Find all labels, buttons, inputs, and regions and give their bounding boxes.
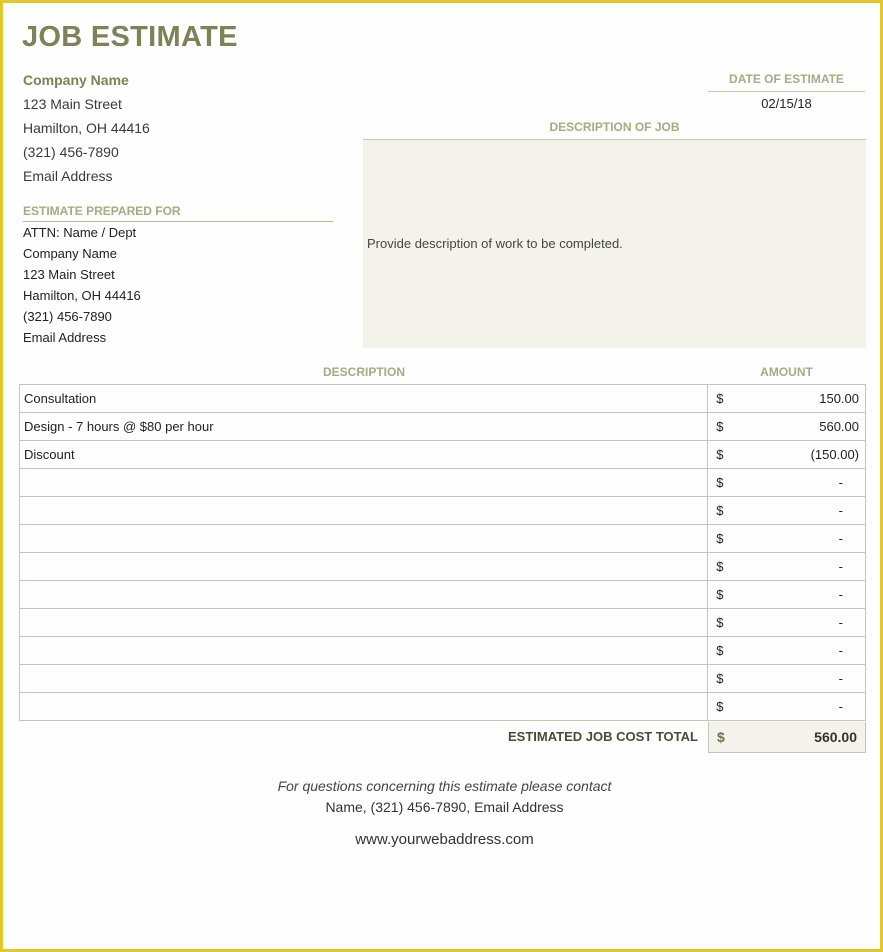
item-description-cell[interactable] bbox=[20, 693, 708, 721]
prepared-for-company: Company Name bbox=[23, 246, 117, 261]
table-row bbox=[20, 553, 866, 581]
item-amount-value: - bbox=[838, 671, 843, 686]
item-amount-cell[interactable] bbox=[708, 385, 866, 413]
item-description-cell[interactable]: Discount bbox=[20, 441, 708, 469]
date-label: DATE OF ESTIMATE bbox=[708, 72, 865, 92]
prepared-for-label: ESTIMATE PREPARED FOR bbox=[23, 204, 333, 222]
company-email: Email Address bbox=[23, 168, 113, 184]
item-amount-value: - bbox=[838, 643, 843, 658]
item-amount-cell[interactable] bbox=[708, 581, 866, 609]
table-row bbox=[20, 525, 866, 553]
date-value[interactable]: 02/15/18 bbox=[761, 96, 812, 111]
item-amount-value: - bbox=[838, 699, 843, 714]
currency-symbol: $ bbox=[716, 643, 724, 658]
website-link[interactable]: www.yourwebaddress.com bbox=[355, 831, 534, 848]
item-description-cell[interactable] bbox=[20, 609, 708, 637]
table-row bbox=[20, 441, 866, 469]
item-amount-cell[interactable] bbox=[708, 693, 866, 721]
table-row bbox=[20, 497, 866, 525]
total-value: 560.00 bbox=[814, 729, 857, 745]
prepared-for-email: Email Address bbox=[23, 330, 107, 345]
total-box bbox=[708, 722, 866, 753]
company-city: Hamilton, OH 44416 bbox=[23, 120, 150, 136]
currency-symbol: $ bbox=[716, 419, 724, 434]
currency-symbol: $ bbox=[716, 447, 724, 462]
prepared-for-phone: (321) 456-7890 bbox=[23, 309, 112, 324]
total-label: ESTIMATED JOB COST TOTAL bbox=[508, 729, 698, 744]
company-name: Company Name bbox=[23, 72, 129, 88]
currency-symbol: $ bbox=[716, 699, 724, 714]
items-table bbox=[19, 384, 866, 721]
document-title: JOB ESTIMATE bbox=[22, 21, 238, 53]
item-description-cell[interactable] bbox=[20, 581, 708, 609]
item-amount-cell[interactable] bbox=[708, 469, 866, 497]
item-amount-value: - bbox=[838, 531, 843, 546]
currency-symbol: $ bbox=[716, 503, 724, 518]
currency-symbol: $ bbox=[716, 391, 724, 406]
job-description-text[interactable]: Provide description of work to be completed. bbox=[367, 236, 623, 251]
contact-line-1: For questions concerning this estimate please contact bbox=[277, 778, 612, 794]
column-header-amount: AMOUNT bbox=[760, 365, 813, 379]
item-amount-value: 150.00 bbox=[819, 391, 859, 406]
table-row bbox=[20, 581, 866, 609]
total-currency: $ bbox=[717, 729, 725, 745]
table-row bbox=[20, 665, 866, 693]
item-amount-cell[interactable] bbox=[708, 553, 866, 581]
prepared-for-attn: ATTN: Name / Dept bbox=[23, 225, 137, 240]
item-amount-cell[interactable] bbox=[708, 665, 866, 693]
item-amount-cell[interactable] bbox=[708, 441, 866, 469]
item-description-cell[interactable] bbox=[20, 553, 708, 581]
currency-symbol: $ bbox=[716, 559, 724, 574]
table-row bbox=[20, 693, 866, 721]
item-amount-cell[interactable] bbox=[708, 497, 866, 525]
item-amount-value: - bbox=[838, 475, 843, 490]
table-row bbox=[20, 637, 866, 665]
item-amount-cell[interactable] bbox=[708, 637, 866, 665]
item-description-cell[interactable] bbox=[20, 497, 708, 525]
item-amount-value: - bbox=[838, 559, 843, 574]
item-amount-value: - bbox=[838, 587, 843, 602]
currency-symbol: $ bbox=[716, 531, 724, 546]
item-amount-value: - bbox=[838, 615, 843, 630]
company-street: 123 Main Street bbox=[23, 96, 122, 112]
item-description-cell[interactable] bbox=[20, 665, 708, 693]
prepared-for-street: 123 Main Street bbox=[23, 267, 115, 282]
company-phone: (321) 456-7890 bbox=[23, 144, 119, 160]
item-description-cell[interactable]: Consultation bbox=[20, 385, 708, 413]
item-amount-cell[interactable] bbox=[708, 609, 866, 637]
item-description-cell[interactable] bbox=[20, 469, 708, 497]
column-header-description: DESCRIPTION bbox=[322, 365, 405, 379]
currency-symbol: $ bbox=[716, 475, 724, 490]
item-amount-cell[interactable] bbox=[708, 525, 866, 553]
item-amount-value: (150.00) bbox=[810, 447, 859, 462]
table-row bbox=[20, 385, 866, 413]
table-row bbox=[20, 609, 866, 637]
contact-line-2: Name, (321) 456-7890, Email Address bbox=[325, 799, 564, 815]
table-row bbox=[20, 413, 866, 441]
item-description-cell[interactable]: Design - 7 hours @ $80 per hour bbox=[20, 413, 708, 441]
currency-symbol: $ bbox=[716, 587, 724, 602]
item-amount-value: 560.00 bbox=[819, 419, 859, 434]
table-row bbox=[20, 469, 866, 497]
prepared-for-city: Hamilton, OH 44416 bbox=[23, 288, 141, 303]
currency-symbol: $ bbox=[716, 615, 724, 630]
currency-symbol: $ bbox=[716, 671, 724, 686]
item-amount-cell[interactable] bbox=[708, 413, 866, 441]
job-description-label: DESCRIPTION OF JOB bbox=[363, 120, 866, 140]
item-description-cell[interactable] bbox=[20, 637, 708, 665]
item-description-cell[interactable] bbox=[20, 525, 708, 553]
item-amount-value: - bbox=[838, 503, 843, 518]
